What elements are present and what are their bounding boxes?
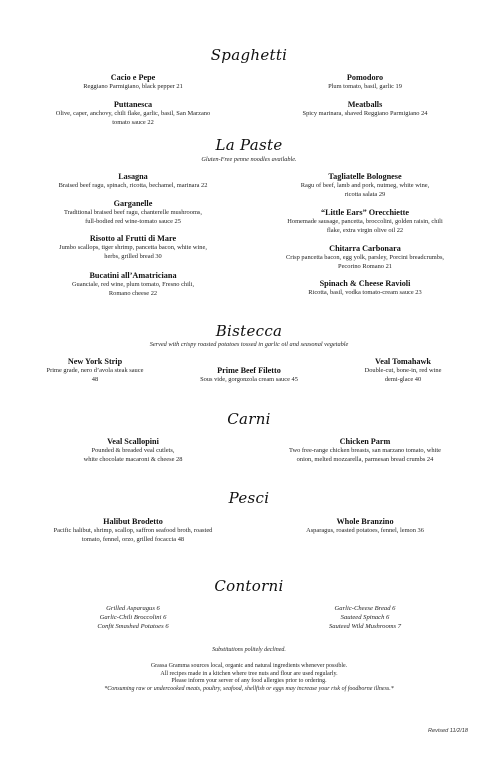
item-desc: Pecorino Romano 21: [338, 262, 392, 270]
item-desc: Pounded & breaded veal cutlets,: [91, 447, 175, 454]
item-desc: Olive, caper, anchovy, chili flake, garlic, basil, San Marzano: [55, 110, 211, 117]
item-name: New York Strip: [67, 357, 123, 366]
item-desc: Prime grade, nero d’avola steak sauce: [46, 367, 144, 374]
item-desc: white chocolate macaroni & cheese 28: [83, 455, 183, 463]
menu-item-halibut-brodetto: [20, 516, 246, 544]
side-item: Sauteed Spinach 6: [340, 614, 390, 621]
menu-item-chitarra-carbonara: [252, 243, 478, 271]
item-desc: full-bodied red wine-tomato sauce 25: [85, 217, 181, 225]
item-desc: Homemade sausage, pancetta, broccolini, golden raisin, chili: [287, 218, 443, 225]
menu-item-pomodoro: [252, 72, 478, 92]
item-desc: Spicy marinara, shaved Reggiano Parmigiano 24: [302, 110, 428, 117]
menu-item-risotto: [20, 233, 246, 261]
item-name: Whole Branzino: [336, 517, 394, 526]
footer-line: Grassa Gramma sources local, organic and natural ingredients whenever possible.: [150, 663, 348, 669]
item-name: Chitarra Carbonara: [329, 244, 401, 253]
item-name: Veal Scallopini: [107, 437, 159, 446]
side-item: Confit Smashed Potatoes 6: [97, 623, 169, 630]
contorni-right-list: [252, 604, 478, 631]
item-name: Prime Beef Filetto: [217, 366, 281, 375]
section-title-pesci: Pesci: [228, 489, 270, 507]
item-desc: herbs, grilled bread 30: [104, 252, 162, 260]
item-desc: Ricotta, basil, vodka tomato-cream sauce 23: [308, 289, 422, 296]
menu-item-prime-beef-filetto: [170, 365, 328, 385]
menu-item-meatballs: [252, 99, 478, 119]
side-item: Garlic-Cheese Bread 6: [334, 605, 396, 612]
item-desc: flake, extra virgin olive oil 22: [326, 226, 404, 234]
item-name: Tagliatelle Bolognese: [328, 172, 402, 181]
item-desc: tomato, fennel, orzo, grilled focaccia 48: [81, 535, 185, 543]
menu-item-chicken-parm: [252, 436, 478, 464]
item-desc: Reggiano Parmigiano, black pepper 21: [83, 83, 183, 90]
item-desc: Plum tomato, basil, garlic 19: [328, 83, 402, 90]
item-desc: Ragu of beef, lamb and pork, nutmeg, white wine,: [300, 182, 430, 189]
side-item: Grilled Asparagus 6: [106, 605, 160, 612]
section-title-contorni: Contorni: [214, 577, 284, 595]
menu-item-bucatini: [20, 270, 246, 298]
footer-consumption-warning: *Consuming raw or undercooked meats, poultry, seafood, shellfish or eggs may increase your risk of foodborne illness.*: [104, 685, 394, 692]
item-desc: ricotta salata 29: [344, 190, 386, 198]
section-note-gluten-free: Gluten-Free penne noodles available.: [201, 156, 297, 163]
item-desc: Traditional braised beef ragu, chanterelle mushrooms,: [63, 209, 202, 216]
item-desc: Crisp pancetta bacon, egg yolk, parsley, Porcini breadcrumbs,: [285, 254, 445, 261]
section-title-bistecca: Bistecca: [215, 322, 283, 340]
item-desc: Pacific halibut, shrimp, scallop, saffron seafood broth, roasted: [53, 527, 213, 534]
item-desc: tomato sauce 22: [112, 118, 154, 126]
item-name: Bucatini all’Amatriciana: [89, 271, 177, 280]
item-name: Meatballs: [347, 100, 383, 109]
side-item: Garlic-Chili Broccolini 6: [99, 614, 167, 621]
menu-item-ravioli: [252, 278, 478, 298]
item-name: Veal Tomahawk: [375, 357, 431, 366]
footer-sourcing-note: [40, 663, 458, 693]
footer-line: All recipes made in a kitchen where tree nuts and flour are used regularly.: [160, 670, 338, 677]
item-name: Garganelle: [113, 199, 153, 208]
section-title-spaghetti: Spaghetti: [210, 46, 288, 64]
item-name: “Little Ears” Orecchiette: [320, 208, 410, 217]
item-desc: Romano cheese 22: [108, 289, 158, 297]
item-desc: Double-cut, bone-in, red wine: [364, 367, 442, 374]
item-desc: Sous vide, gorgonzola cream sauce 45: [200, 376, 298, 383]
menu-item-new-york-strip: [20, 356, 170, 384]
item-name: Puttanesca: [113, 100, 153, 109]
menu-item-puttanesca: [20, 99, 246, 127]
revised-date: Revised 11/2/18: [427, 728, 468, 734]
item-desc: Jumbo scallops, tiger shrimp, pancetta bacon, white wine,: [59, 244, 207, 251]
side-item: Sauteed Wild Mushrooms 7: [328, 623, 402, 630]
section-note-bistecca: Served with crispy roasted potatoes tossed in garlic oil and seasonal vegetable: [149, 341, 349, 348]
item-desc: Two free-range chicken breasts, san marzano tomato, white: [289, 447, 441, 454]
menu-item-veal-scallopini: [20, 436, 246, 464]
menu-item-tagliatelle-bolognese: [252, 171, 478, 199]
item-name: Cacio e Pepe: [110, 73, 156, 82]
item-name: Lasagna: [118, 172, 148, 181]
section-title-la-paste: La Paste: [215, 136, 283, 154]
footer-line: Please inform your server of any food allergies prior to ordering.: [171, 678, 327, 685]
menu-item-whole-branzino: [252, 516, 478, 536]
menu-item-orecchiette: [252, 207, 478, 235]
item-name: Risotto al Frutti di Mare: [89, 234, 177, 243]
menu-item-lasagna: [20, 171, 246, 191]
item-desc: Guanciale, red wine, plum tomato, Fresno chili,: [71, 281, 195, 288]
item-desc: 48: [91, 375, 99, 383]
item-desc: demi-glace 40: [384, 375, 422, 383]
item-desc: onion, melted mozzarella, parmesan bread crumbs 24: [296, 455, 434, 463]
item-name: Chicken Parm: [339, 437, 391, 446]
contorni-left-list: [20, 604, 246, 631]
item-name: Halibut Brodetto: [103, 517, 163, 526]
item-desc: Braised beef ragu, spinach, ricotta, bechamel, marinara 22: [58, 182, 208, 189]
section-title-carni: Carni: [227, 410, 271, 428]
substitutions-note: Substitutions politely declined.: [212, 647, 286, 653]
item-name: Spinach & Cheese Ravioli: [319, 279, 411, 288]
item-desc: Asparagus, roasted potatoes, fennel, lemon 36: [306, 527, 424, 534]
item-name: Pomodoro: [346, 73, 384, 82]
menu-item-garganelle: [20, 198, 246, 226]
menu-item-cacio-e-pepe: [20, 72, 246, 92]
menu-item-veal-tomahawk: [328, 356, 478, 384]
